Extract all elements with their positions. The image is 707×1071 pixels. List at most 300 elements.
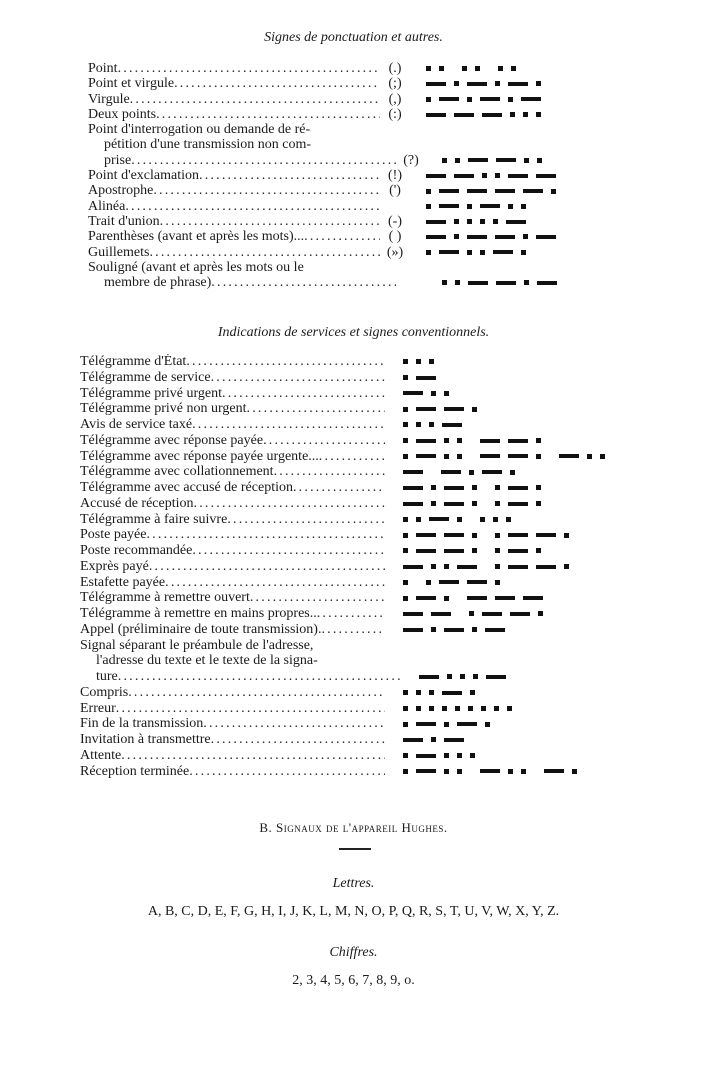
dot-leader — [186, 354, 385, 370]
label-text: Appel (préliminaire de toute transmission). — [80, 621, 322, 637]
morse-dot — [426, 250, 431, 255]
row-label — [88, 260, 380, 275]
morse-dot — [426, 204, 431, 209]
row-label — [80, 354, 385, 370]
morse-dash — [444, 407, 464, 411]
label-text: Télégramme avec accusé de réception — [80, 480, 293, 495]
morse-dash — [467, 189, 487, 193]
morse-dot — [403, 548, 408, 553]
morse-dash — [495, 235, 515, 239]
section-title-punctuation: Signes de ponctuation et autres. — [264, 30, 443, 45]
morse-dot — [467, 219, 472, 224]
dot-leader — [203, 716, 385, 732]
morse-dash — [467, 596, 487, 600]
morse-dash — [559, 454, 579, 458]
morse-dot — [454, 219, 459, 224]
table-row — [88, 76, 565, 91]
dot-leader — [211, 370, 385, 386]
morse-dot — [442, 280, 447, 285]
row-label — [80, 590, 385, 606]
morse-dash — [403, 502, 423, 506]
row-label — [80, 732, 385, 748]
morse-dash — [454, 174, 474, 178]
label-text: prise — [104, 152, 132, 168]
morse-dot — [524, 280, 529, 285]
morse-dot — [507, 706, 512, 711]
table-row — [80, 496, 613, 512]
morse-dot — [444, 753, 449, 758]
morse-dash — [416, 769, 436, 773]
morse-dot — [403, 722, 408, 727]
morse-dot — [510, 112, 515, 117]
morse-dot — [403, 454, 408, 459]
morse-dash — [444, 533, 464, 537]
row-label — [80, 559, 385, 575]
table-row — [80, 480, 613, 496]
label-text: Réception terminée — [80, 763, 190, 779]
label-text: Trait d'union — [88, 213, 160, 229]
section-title-services: Indications de services et signes conventionnels. — [217, 325, 490, 340]
morse-code — [403, 548, 549, 553]
table-row — [80, 606, 613, 622]
label-text: Télégramme privé urgent — [80, 385, 223, 401]
morse-code — [403, 753, 483, 758]
morse-code — [426, 173, 564, 178]
morse-dash — [495, 189, 515, 193]
symbol: (-) — [388, 213, 402, 229]
morse-dash — [536, 533, 556, 537]
morse-dash — [426, 82, 446, 86]
morse-code — [403, 501, 549, 506]
morse-dash — [416, 549, 436, 553]
symbol: (,) — [388, 91, 402, 107]
label-text: Télégramme à remettre en mains propres.. — [80, 606, 317, 621]
morse-dot — [495, 548, 500, 553]
morse-dash — [403, 470, 423, 474]
row-label — [80, 606, 385, 622]
row-label — [80, 716, 385, 732]
divider-rule — [339, 848, 371, 850]
morse-dot — [495, 485, 500, 490]
row-label — [88, 107, 380, 122]
morse-dot — [431, 627, 436, 632]
letters-list: A, B, C, D, E, F, G, H, I, J, K, L, M, N, O, P, Q, R, S, T, U, V, W, X, Y, Z. — [147, 904, 560, 919]
morse-dot — [403, 375, 408, 380]
morse-dot — [495, 533, 500, 538]
table-row — [88, 153, 565, 168]
morse-dash — [403, 738, 423, 742]
morse-dot — [536, 454, 541, 459]
morse-dash — [537, 281, 557, 285]
morse-code — [403, 722, 498, 727]
row-label — [88, 214, 380, 229]
morse-dot — [457, 438, 462, 443]
dot-leader — [165, 575, 385, 591]
table-row — [88, 168, 565, 183]
table-row-continuation — [88, 122, 565, 137]
dot-leader — [116, 701, 385, 717]
morse-dot — [462, 66, 467, 71]
label-text: Signal séparant le préambule de l'adresse, — [80, 637, 314, 653]
symbol: (») — [386, 244, 404, 260]
row-label — [80, 685, 385, 701]
morse-code — [403, 375, 444, 380]
morse-dash — [439, 189, 459, 193]
table-row — [80, 386, 613, 402]
morse-dash — [506, 220, 526, 224]
label-text: Télégramme à remettre ouvert — [80, 590, 250, 606]
morse-dash — [416, 754, 436, 758]
digits-heading: Chiffres. — [329, 945, 378, 960]
morse-dash — [457, 722, 477, 726]
morse-dot — [480, 250, 485, 255]
morse-dot — [536, 548, 541, 553]
morse-dash — [403, 612, 423, 616]
table-row — [88, 275, 565, 290]
morse-dot — [480, 517, 485, 522]
morse-dash — [403, 628, 423, 632]
morse-dot — [468, 706, 473, 711]
morse-dot — [482, 173, 487, 178]
morse-dot — [460, 674, 465, 679]
morse-code — [426, 204, 534, 209]
morse-dot — [600, 454, 605, 459]
morse-dot — [429, 690, 434, 695]
morse-dot — [475, 66, 480, 71]
morse-dash — [416, 596, 436, 600]
row-label — [80, 764, 385, 780]
morse-dot — [523, 112, 528, 117]
morse-dot — [429, 422, 434, 427]
morse-dash — [416, 454, 436, 458]
morse-dash — [510, 612, 530, 616]
row-label — [80, 464, 385, 480]
row-label — [88, 122, 380, 137]
morse-dot — [498, 66, 503, 71]
morse-dot — [495, 81, 500, 86]
row-label — [88, 137, 396, 152]
label-text: ture — [96, 669, 118, 684]
dot-leader — [189, 764, 385, 780]
morse-dash — [467, 82, 487, 86]
table-row — [80, 543, 613, 559]
morse-dot — [444, 438, 449, 443]
row-label — [88, 168, 380, 183]
morse-dash — [536, 174, 556, 178]
label-text: Parenthèses (avant et après les mots)... — [88, 229, 305, 245]
morse-dot — [523, 234, 528, 239]
row-label — [80, 653, 401, 669]
morse-dot — [447, 674, 452, 679]
row-label — [88, 275, 396, 290]
morse-dot — [431, 737, 436, 742]
label-text: Télégramme à faire suivre — [80, 511, 228, 527]
morse-dot — [426, 580, 431, 585]
label-text: Erreur — [80, 700, 116, 716]
dot-leader — [149, 245, 380, 260]
morse-dot — [536, 112, 541, 117]
morse-dot — [416, 422, 421, 427]
symbol: (?) — [403, 152, 419, 168]
morse-code — [426, 97, 549, 102]
label-text: Souligné (avant et après les mots ou le — [88, 259, 304, 275]
table-row — [80, 622, 613, 638]
morse-dot — [403, 690, 408, 695]
morse-dot — [403, 422, 408, 427]
morse-dash — [444, 486, 464, 490]
label-text: l'adresse du texte et le texte de la signa- — [96, 653, 318, 669]
morse-code — [442, 158, 550, 163]
morse-dash — [403, 565, 423, 569]
table-row — [80, 401, 613, 417]
morse-dot — [538, 611, 543, 616]
morse-dot — [521, 250, 526, 255]
morse-dot — [455, 280, 460, 285]
morse-code — [403, 407, 485, 412]
label-text: Accusé de réception — [80, 495, 194, 511]
label-text: Télégramme avec réponse payée — [80, 432, 264, 448]
morse-dash — [416, 439, 436, 443]
morse-dash — [426, 113, 446, 117]
dot-leader — [274, 464, 385, 480]
morse-dash — [536, 565, 556, 569]
morse-code — [403, 517, 519, 522]
morse-dot — [454, 81, 459, 86]
morse-dash — [442, 691, 462, 695]
table-row-continuation — [88, 260, 565, 275]
morse-code — [403, 737, 472, 742]
morse-code — [426, 66, 524, 71]
morse-dash — [482, 470, 502, 474]
morse-dot — [495, 501, 500, 506]
morse-code — [426, 234, 564, 239]
label-text: Poste payée — [80, 527, 147, 543]
morse-code — [419, 674, 514, 679]
dot-leader — [263, 433, 385, 449]
morse-dash — [468, 281, 488, 285]
row-label — [80, 701, 385, 717]
morse-dot — [403, 753, 408, 758]
morse-dash — [523, 189, 543, 193]
row-label — [80, 496, 385, 512]
morse-dot — [495, 173, 500, 178]
morse-dash — [496, 281, 516, 285]
table-row — [80, 748, 613, 764]
morse-dot — [472, 533, 477, 538]
table-row — [80, 701, 613, 717]
morse-dash — [508, 439, 528, 443]
morse-code — [426, 189, 564, 194]
morse-dot — [442, 158, 447, 163]
row-label — [80, 527, 385, 543]
dot-leader — [153, 183, 380, 198]
dot-leader — [131, 153, 396, 168]
dot-leader — [146, 527, 385, 543]
table-row — [88, 61, 565, 76]
morse-dot — [416, 359, 421, 364]
letters-heading: Lettres. — [332, 876, 375, 891]
dot-leader — [321, 622, 385, 638]
dot-leader — [149, 559, 385, 575]
morse-code — [403, 391, 457, 396]
dot-leader — [227, 512, 385, 528]
morse-dot — [455, 158, 460, 163]
morse-dot — [403, 438, 408, 443]
label-text: Attente — [80, 747, 122, 763]
morse-dot — [416, 706, 421, 711]
row-label — [80, 543, 385, 559]
morse-dot — [444, 722, 449, 727]
morse-code — [426, 81, 549, 86]
morse-dot — [472, 627, 477, 632]
morse-dash — [426, 235, 446, 239]
morse-dash — [508, 174, 528, 178]
morse-dot — [444, 391, 449, 396]
morse-dot — [429, 359, 434, 364]
row-label — [80, 449, 385, 465]
morse-dash — [403, 486, 423, 490]
morse-dot — [506, 517, 511, 522]
dot-leader — [192, 543, 385, 559]
table-row — [88, 183, 565, 198]
label-text: Télégramme avec collationnement — [80, 464, 274, 480]
table-row — [80, 575, 613, 591]
morse-dash — [521, 97, 541, 101]
row-label — [80, 386, 385, 402]
morse-dot — [403, 769, 408, 774]
morse-dot — [481, 706, 486, 711]
dot-leader — [222, 386, 385, 402]
table-row — [88, 245, 565, 260]
morse-dot — [564, 564, 569, 569]
row-label — [80, 433, 385, 449]
table-row — [88, 92, 565, 107]
label-text: Poste recommandée — [80, 543, 193, 558]
morse-dash — [480, 204, 500, 208]
morse-dash — [442, 423, 462, 427]
table-row — [80, 764, 613, 780]
morse-dot — [439, 66, 444, 71]
label-text: Avis de service taxé — [80, 417, 193, 432]
dot-leader — [130, 92, 380, 107]
morse-dot — [469, 611, 474, 616]
morse-code — [403, 706, 520, 711]
morse-dot — [508, 769, 513, 774]
morse-dot — [470, 753, 475, 758]
morse-dot — [431, 501, 436, 506]
table-row — [80, 370, 613, 386]
morse-dot — [444, 454, 449, 459]
label-text: Point d'exclamation — [88, 168, 200, 184]
morse-dash — [480, 454, 500, 458]
morse-dot — [536, 485, 541, 490]
dot-leader — [199, 168, 380, 183]
morse-dot — [495, 580, 500, 585]
services-table — [80, 354, 613, 779]
symbol: (.) — [388, 61, 402, 76]
table-row — [88, 199, 565, 214]
row-label — [88, 199, 380, 214]
label-text: Apostrophe — [88, 183, 154, 199]
symbol: (') — [389, 183, 401, 199]
row-label — [80, 401, 385, 417]
row-label — [80, 370, 385, 386]
morse-code — [403, 470, 523, 475]
morse-dash — [439, 204, 459, 208]
dot-leader — [247, 401, 385, 417]
punctuation-table — [88, 61, 565, 290]
dot-leader — [211, 732, 385, 748]
label-text: Alinéa — [88, 198, 126, 214]
label-text: Compris — [80, 684, 129, 700]
morse-dash — [508, 549, 528, 553]
table-row — [80, 433, 613, 449]
morse-dot — [564, 533, 569, 538]
dot-leader — [250, 590, 385, 606]
label-text: Exprès payé — [80, 558, 149, 574]
morse-dot — [473, 674, 478, 679]
morse-dash — [454, 113, 474, 117]
morse-dash — [429, 517, 449, 521]
morse-dash — [426, 174, 446, 178]
label-text: Télégramme avec réponse payée urgente... — [80, 448, 319, 464]
morse-dot — [467, 97, 472, 102]
morse-dot — [508, 204, 513, 209]
morse-dash — [486, 675, 506, 679]
morse-dash — [467, 580, 487, 584]
row-label — [88, 245, 380, 260]
morse-dash — [485, 628, 505, 632]
morse-dash — [536, 235, 556, 239]
dot-leader — [118, 61, 380, 76]
morse-dot — [416, 517, 421, 522]
morse-dash — [480, 439, 500, 443]
symbol: (;) — [388, 76, 402, 92]
morse-dot — [444, 596, 449, 601]
dot-leader — [125, 199, 380, 214]
dot-leader — [156, 107, 380, 122]
table-row — [80, 512, 613, 528]
table-row-continuation — [80, 638, 613, 654]
row-label — [80, 669, 401, 685]
row-label — [88, 76, 380, 91]
morse-dot — [508, 97, 513, 102]
morse-code — [403, 454, 613, 459]
table-row — [88, 229, 565, 244]
label-text: Virgule — [88, 91, 130, 107]
morse-dot — [587, 454, 592, 459]
morse-dash — [508, 486, 528, 490]
morse-code — [403, 611, 551, 616]
morse-dot — [572, 769, 577, 774]
symbol: ( ) — [388, 229, 402, 245]
morse-dot — [403, 706, 408, 711]
row-label — [80, 480, 385, 496]
morse-dot — [426, 66, 431, 71]
morse-dot — [524, 158, 529, 163]
morse-dot — [426, 97, 431, 102]
morse-dash — [508, 565, 528, 569]
dot-leader — [174, 76, 380, 91]
morse-code — [403, 769, 585, 774]
morse-code — [403, 596, 551, 601]
label-text: Télégramme d'État — [80, 354, 187, 369]
morse-dot — [472, 407, 477, 412]
dot-leader — [194, 496, 386, 512]
morse-dot — [470, 690, 475, 695]
morse-dot — [467, 250, 472, 255]
table-row — [80, 417, 613, 433]
